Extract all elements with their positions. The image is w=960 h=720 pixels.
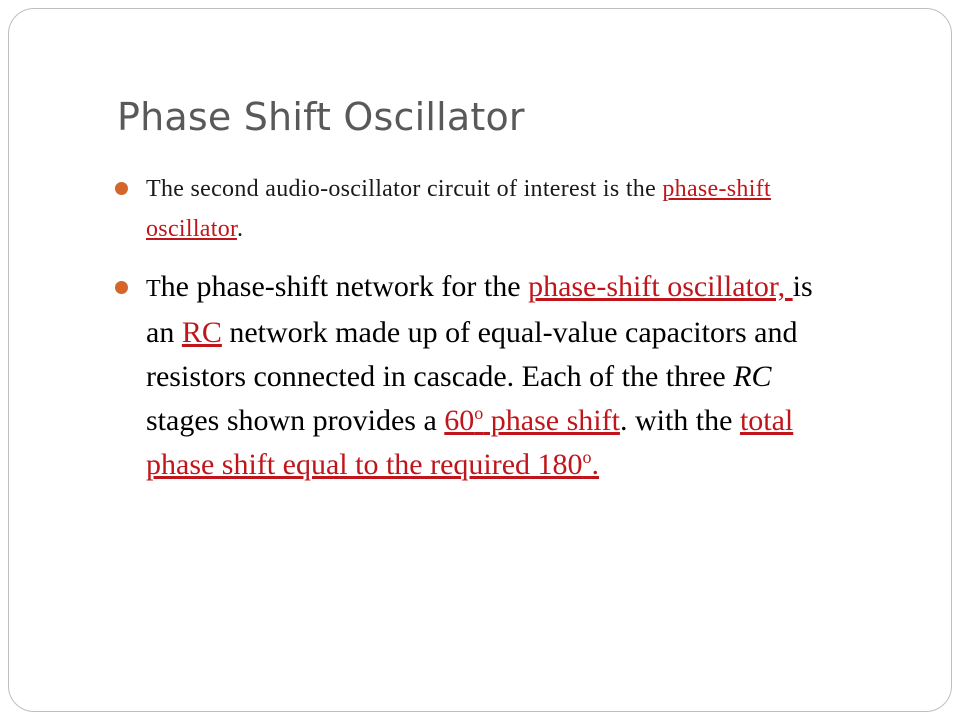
bullet-1-text-a: The second audio-oscillator circuit of interest is the — [146, 176, 663, 202]
bullet-2-text-d: stages shown provides a — [146, 404, 445, 437]
sixty-degree-value: 60 — [444, 404, 475, 437]
bullet-list — [146, 169, 846, 487]
rc-link[interactable]: RC — [181, 316, 222, 349]
bullet-dot-icon — [115, 281, 128, 294]
slide-title: Phase Shift Oscillator — [117, 95, 525, 139]
phase-shift-oscillator-link-2[interactable]: phase-shift oscillator, — [528, 270, 793, 303]
bullet-2-text-c: network made up of equal-value capacitors and resistors connected in cascade. Each of the three — [146, 316, 798, 393]
bullet-dot-icon — [115, 182, 128, 195]
phase-shift-text: phase shift — [483, 404, 620, 437]
total-phase-shift-tail: . — [591, 448, 600, 481]
sixty-degree-phase-shift-link[interactable] — [444, 404, 620, 437]
bullet-2-text-a: he phase-shift network for the — [160, 270, 529, 303]
bullet-1-text-b: . — [236, 216, 244, 242]
rc-emphasis: RC — [733, 360, 772, 393]
degree-superscript: o — [474, 403, 484, 423]
bullet-2-text-b: is an — [146, 270, 813, 349]
bullet-item-1 — [146, 169, 846, 249]
bullet-2-lead-letter: T — [146, 276, 161, 302]
phase-shift-oscillator-link[interactable]: phase-shift oscillator — [146, 176, 771, 242]
total-phase-shift-text: total phase shift equal to the required 180 — [146, 404, 794, 481]
bullet-item-2 — [146, 265, 846, 487]
degree-superscript-2: o — [582, 447, 592, 467]
bullet-2-text-e: . with the — [619, 404, 740, 437]
slide-frame — [8, 8, 952, 712]
